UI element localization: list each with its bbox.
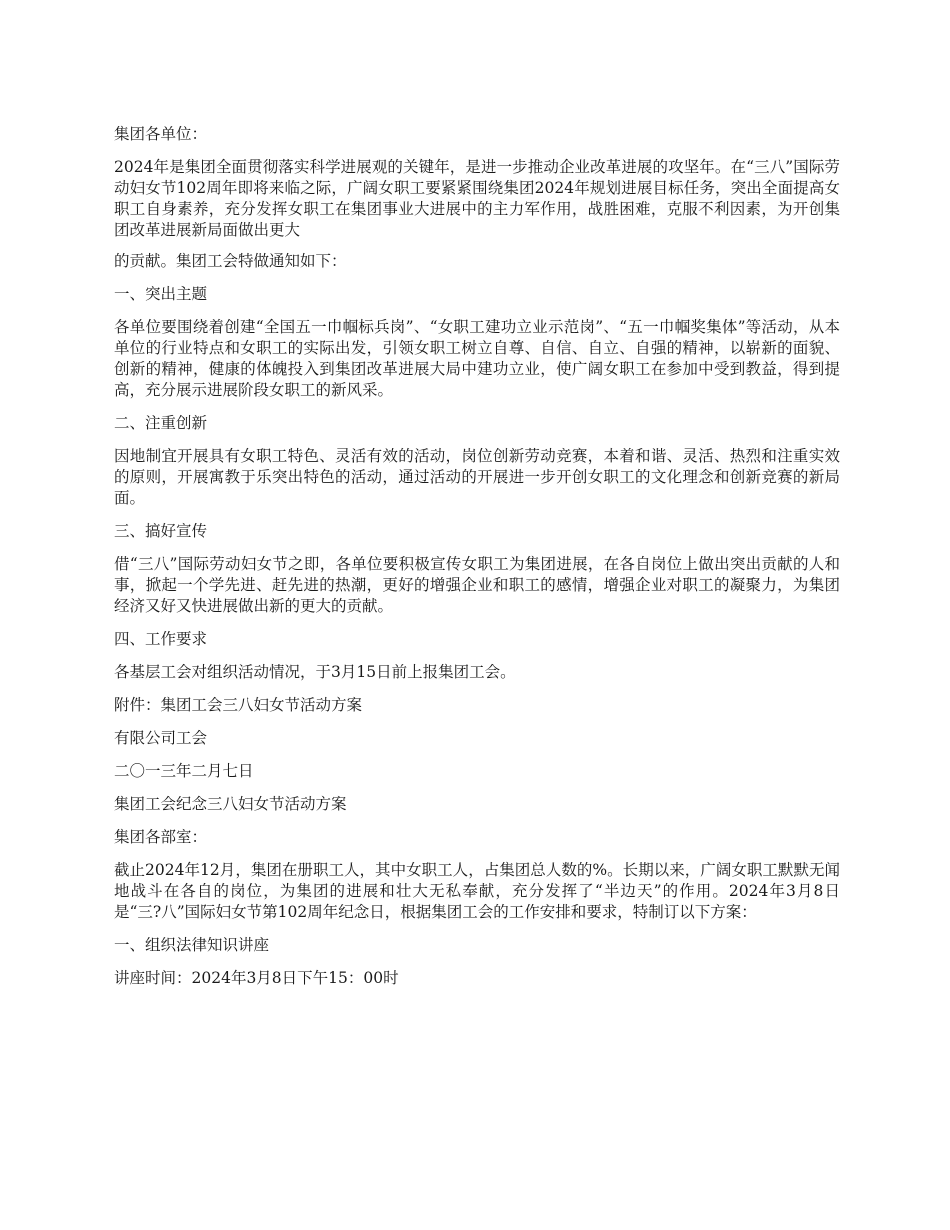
section-body-innovation: 因地制宜开展具有女职工特色、灵活有效的活动，岗位创新劳动竞赛，本着和谐、灵活、热烈和注重实效的原则，开展寓教于乐突出特色的活动，通过活动的开展进一步开创女职工的文化理念和创新竞赛的新局面。 [114,447,840,507]
section-heading-requirements: 四、工作要求 [114,630,208,648]
plan-salutation: 集团各部室： [114,828,208,846]
plan-heading-lecture: 一、组织法律知识讲座 [114,936,270,954]
issuer-name: 有限公司工会 [114,729,208,747]
issue-date: 二〇一三年二月七日 [114,762,254,780]
section-heading-innovation: 二、注重创新 [114,414,208,432]
plan-intro-paragraph: 截止2024年12月，集团在册职工人，其中女职工人，占集团总人数的%。长期以来，广阔女职工默默无闻地战斗在各自的岗位，为集团的进展和壮大无私奉献，充分发挥了“半边天”的作用。2024年3月8日是“三?八”国际妇女节第102周年纪念日，根据集团工会的工作安排和要求，特制订以下方案： [114,861,840,921]
attachment-line: 附件：集团工会三八妇女节活动方案 [114,696,363,714]
section-body-requirements: 各基层工会对组织活动情况，于3月15日前上报集团工会。 [114,663,516,681]
intro-paragraph: 2024年是集团全面贯彻落实科学进展观的关键年，是进一步推动企业改革进展的攻坚年。在“三八”国际劳动妇女节102周年即将来临之际，广阔女职工要紧紧围绕集团2024年规划进展目标任务，突出全面提高女职工自身素养，充分发挥女职工在集团事业大进展中的主力军作用，战胜困难，克服不利因素，为开创集团改革进展新局面做出更大 [114,158,840,239]
plan-lecture-time: 讲座时间：2024年3月8日下午15：00时 [114,969,399,987]
document-page [114,124,840,1001]
section-heading-theme: 一、突出主题 [114,285,208,303]
section-heading-publicity: 三、搞好宣传 [114,522,208,540]
intro-continuation: 的贡献。集团工会特做通知如下： [114,252,347,270]
section-body-publicity: 借“三八”国际劳动妇女节之即，各单位要积极宣传女职工为集团进展，在各自岗位上做出突出贡献的人和事，掀起一个学先进、赶先进的热潮，更好的增强企业和职工的感情，增强企业对职工的凝聚力，为集团经济又好又快进展做出新的更大的贡献。 [114,555,840,615]
salutation: 集团各单位： [114,125,208,143]
plan-title: 集团工会纪念三八妇女节活动方案 [114,795,347,813]
section-body-theme: 各单位要围绕着创建“全国五一巾帼标兵岗”、“女职工建功立业示范岗”、“五一巾帼奖集体”等活动，从本单位的行业特点和女职工的实际出发，引领女职工树立自尊、自信、自立、自强的精神，以崭新的面貌、创新的精神，健康的体魄投入到集团改革进展大局中建功立业，使广阔女职工在参加中受到教益，得到提高，充分展示进展阶段女职工的新风采。 [114,318,840,399]
